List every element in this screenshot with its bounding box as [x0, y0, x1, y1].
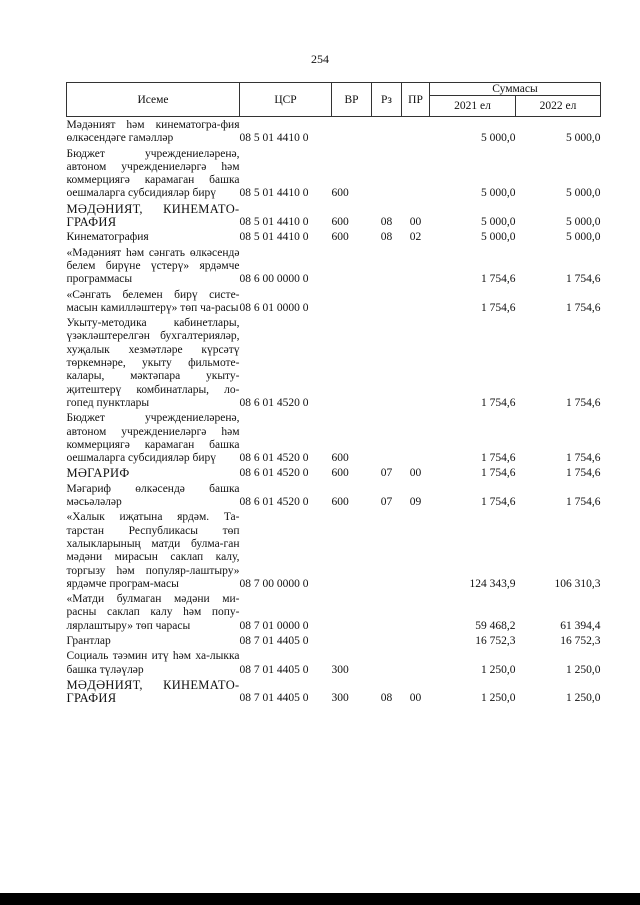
- row-name: «Мәдәният һәм сәнгать өлкәсендә белем бирүне үстерү» ярдәмче программасы: [66, 246, 240, 286]
- row-csr: 08 7 01 4405 0: [239, 663, 309, 676]
- row-rz: 08: [380, 216, 393, 229]
- row-rz: [372, 509, 402, 591]
- row-vr: [332, 245, 372, 287]
- table-row: [67, 481, 601, 510]
- table-body: [67, 117, 601, 706]
- table-header: [67, 83, 601, 117]
- row-name: МӘДӘНИЯТ, КИНЕМАТО-ГРАФИЯ: [66, 677, 240, 706]
- row-amount-2021: 16 752,3: [475, 634, 516, 647]
- row-name: Бюджет учреждениеләренә, автоном учреждениеләргә һәм коммерциягә карамаган башка оешмаларга субсидияләр бирү: [66, 412, 240, 465]
- row-name: Мәдәният һәм кинематогра-фия өлкәсендәге гамәлләр: [66, 119, 240, 145]
- table-row: [67, 315, 601, 410]
- row-name: «Матди булмаган мәдәни ми-расны саклап калу һәм попу-лярлаштыру» төп чарасы: [66, 593, 240, 632]
- row-rz: [372, 146, 402, 201]
- row-csr: 08 7 01 4405 0: [239, 692, 309, 705]
- row-pr: [402, 287, 430, 316]
- row-amount-2022: 106 310,3: [554, 577, 601, 590]
- row-vr: 300: [331, 692, 349, 705]
- row-amount-2021: 5 000,0: [481, 216, 516, 229]
- row-pr: 00: [409, 216, 422, 229]
- row-vr: 600: [331, 452, 349, 465]
- row-amount-2021: 124 343,9: [469, 577, 516, 590]
- row-vr: 600: [331, 216, 349, 229]
- row-rz: [372, 245, 402, 287]
- header-csr: ЦСР: [240, 83, 332, 117]
- header-rz: Рз: [372, 83, 402, 117]
- row-amount-2022: 1 250,0: [566, 663, 601, 676]
- row-name: Бюджет учреждениеләренә, автоном учреждениеләргә һәм коммерциягә карамаган башка оешмаларга субсидияләр бирү: [66, 147, 240, 200]
- header-sums: Суммасы: [430, 83, 601, 96]
- row-amount-2021: 59 468,2: [475, 619, 516, 632]
- row-pr: [402, 146, 430, 201]
- row-amount-2022: 5 000,0: [566, 231, 601, 244]
- table-row: [67, 245, 601, 287]
- row-vr: 600: [331, 496, 349, 509]
- row-amount-2022: 16 752,3: [560, 634, 601, 647]
- header-year-2021: 2021 ел: [430, 96, 516, 117]
- row-rz: [372, 287, 402, 316]
- row-name: «Халык иҗатына ярдәм. Та-тарстан Республикасы төп халыкларының матди булма-ган мәдәни мирасын саклап калу, торгызу һәм популяр-лаштыру» ярдәмче програм-масы: [66, 511, 240, 590]
- row-amount-2022: 1 754,6: [566, 452, 601, 465]
- row-vr: 300: [331, 663, 349, 676]
- row-amount-2021: 1 754,6: [481, 273, 516, 286]
- row-csr: 08 6 00 0000 0: [239, 273, 309, 286]
- row-amount-2022: 5 000,0: [566, 216, 601, 229]
- row-amount-2022: 1 754,6: [566, 396, 601, 409]
- row-pr: 00: [409, 692, 422, 705]
- row-csr: 08 7 01 0000 0: [239, 619, 309, 632]
- row-csr: 08 5 01 4410 0: [239, 231, 309, 244]
- row-pr: 02: [409, 231, 422, 244]
- table-row: [67, 229, 601, 244]
- row-rz: [372, 591, 402, 633]
- row-amount-2021: 5 000,0: [481, 187, 516, 200]
- row-csr: 08 6 01 4520 0: [239, 467, 309, 480]
- table-row: [67, 648, 601, 677]
- row-amount-2021: 1 754,6: [481, 452, 516, 465]
- row-name: Мәгариф өлкәсендә башка мәсьәләләр: [66, 482, 240, 509]
- row-amount-2021: 5 000,0: [481, 132, 516, 145]
- table-row: [67, 201, 601, 230]
- row-amount-2021: 1 754,6: [481, 496, 516, 509]
- row-amount-2021: 1 754,6: [481, 301, 516, 314]
- table-row: [67, 465, 601, 480]
- row-vr: [332, 509, 372, 591]
- row-csr: 08 5 01 4410 0: [239, 132, 309, 145]
- row-pr: [402, 410, 430, 465]
- table-row: [67, 633, 601, 648]
- table-row: [67, 146, 601, 201]
- table-row: [67, 509, 601, 591]
- row-pr: [402, 633, 430, 648]
- row-pr: [402, 315, 430, 410]
- row-name: Социаль тәэмин итү һәм ха-лыкка башка түләүләр: [66, 650, 240, 676]
- row-vr: [332, 287, 372, 316]
- row-amount-2022: 1 754,6: [566, 496, 601, 509]
- row-vr: [332, 591, 372, 633]
- page-number: 254: [311, 52, 329, 66]
- row-pr: 09: [409, 496, 422, 509]
- scan-bottom-edge: [0, 893, 640, 905]
- row-pr: [402, 591, 430, 633]
- row-amount-2022: 1 754,6: [566, 273, 601, 286]
- row-pr: [402, 117, 430, 146]
- budget-table: [66, 82, 601, 705]
- table-row: [67, 117, 601, 146]
- row-amount-2021: 5 000,0: [481, 231, 516, 244]
- row-csr: 08 5 01 4410 0: [239, 187, 309, 200]
- row-csr: 08 6 01 4520 0: [239, 496, 309, 509]
- row-amount-2022: 5 000,0: [566, 132, 601, 145]
- row-vr: 600: [331, 231, 349, 244]
- row-amount-2022: 61 394,4: [560, 619, 601, 632]
- row-csr: 08 5 01 4410 0: [239, 216, 309, 229]
- header-pr: ПР: [402, 83, 430, 117]
- row-csr: 08 7 00 0000 0: [239, 577, 309, 590]
- header-vr: ВР: [332, 83, 372, 117]
- row-rz: 08: [380, 231, 393, 244]
- row-pr: 00: [409, 467, 422, 480]
- row-csr: 08 6 01 4520 0: [239, 396, 309, 409]
- row-pr: [402, 245, 430, 287]
- row-rz: [372, 633, 402, 648]
- row-vr: 600: [331, 467, 349, 480]
- row-csr: 08 6 01 4520 0: [239, 452, 309, 465]
- table-row: [67, 591, 601, 633]
- header-name: Исеме: [67, 83, 240, 117]
- row-vr: [332, 117, 372, 146]
- row-pr: [402, 648, 430, 677]
- row-csr: 08 7 01 4405 0: [239, 634, 309, 647]
- row-rz: 07: [380, 467, 393, 480]
- row-amount-2021: 1 754,6: [481, 396, 516, 409]
- table-row: [67, 677, 601, 706]
- row-rz: [372, 315, 402, 410]
- row-rz: [372, 648, 402, 677]
- row-vr: [332, 633, 372, 648]
- row-name: МӘГАРИФ: [66, 466, 130, 481]
- header-year-2022: 2022 ел: [516, 96, 601, 117]
- row-rz: [372, 410, 402, 465]
- row-rz: 07: [380, 496, 393, 509]
- row-vr: [332, 315, 372, 410]
- row-amount-2022: 1 250,0: [566, 692, 601, 705]
- row-pr: [402, 509, 430, 591]
- row-name: Кинематография: [66, 231, 149, 244]
- row-name: Укыту-методика кабинетлары, үзәкләштерелгән бухгалтерияләр, хуҗалык хезмәтләре күрсәтү төркемнәре, укыту фильмоте-калары, мәктәпара укыту-җитештерү комбинатлары, ло-гопед пунктлары: [66, 317, 240, 409]
- row-vr: 600: [331, 187, 349, 200]
- table-row: [67, 410, 601, 465]
- row-rz: [372, 117, 402, 146]
- row-amount-2022: 5 000,0: [566, 187, 601, 200]
- row-amount-2021: 1 754,6: [481, 467, 516, 480]
- row-rz: 08: [380, 692, 393, 705]
- row-name: МӘДӘНИЯТ, КИНЕМАТО-ГРАФИЯ: [66, 201, 240, 230]
- table-row: [67, 287, 601, 316]
- row-amount-2021: 1 250,0: [481, 692, 516, 705]
- row-name: «Сәнгать белемен бирү систе-масын камилләштерү» төп ча-расы: [66, 288, 240, 314]
- row-name: Грантлар: [66, 634, 111, 647]
- row-amount-2022: 1 754,6: [566, 467, 601, 480]
- row-amount-2021: 1 250,0: [481, 663, 516, 676]
- row-csr: 08 6 01 0000 0: [239, 301, 309, 314]
- row-amount-2022: 1 754,6: [566, 301, 601, 314]
